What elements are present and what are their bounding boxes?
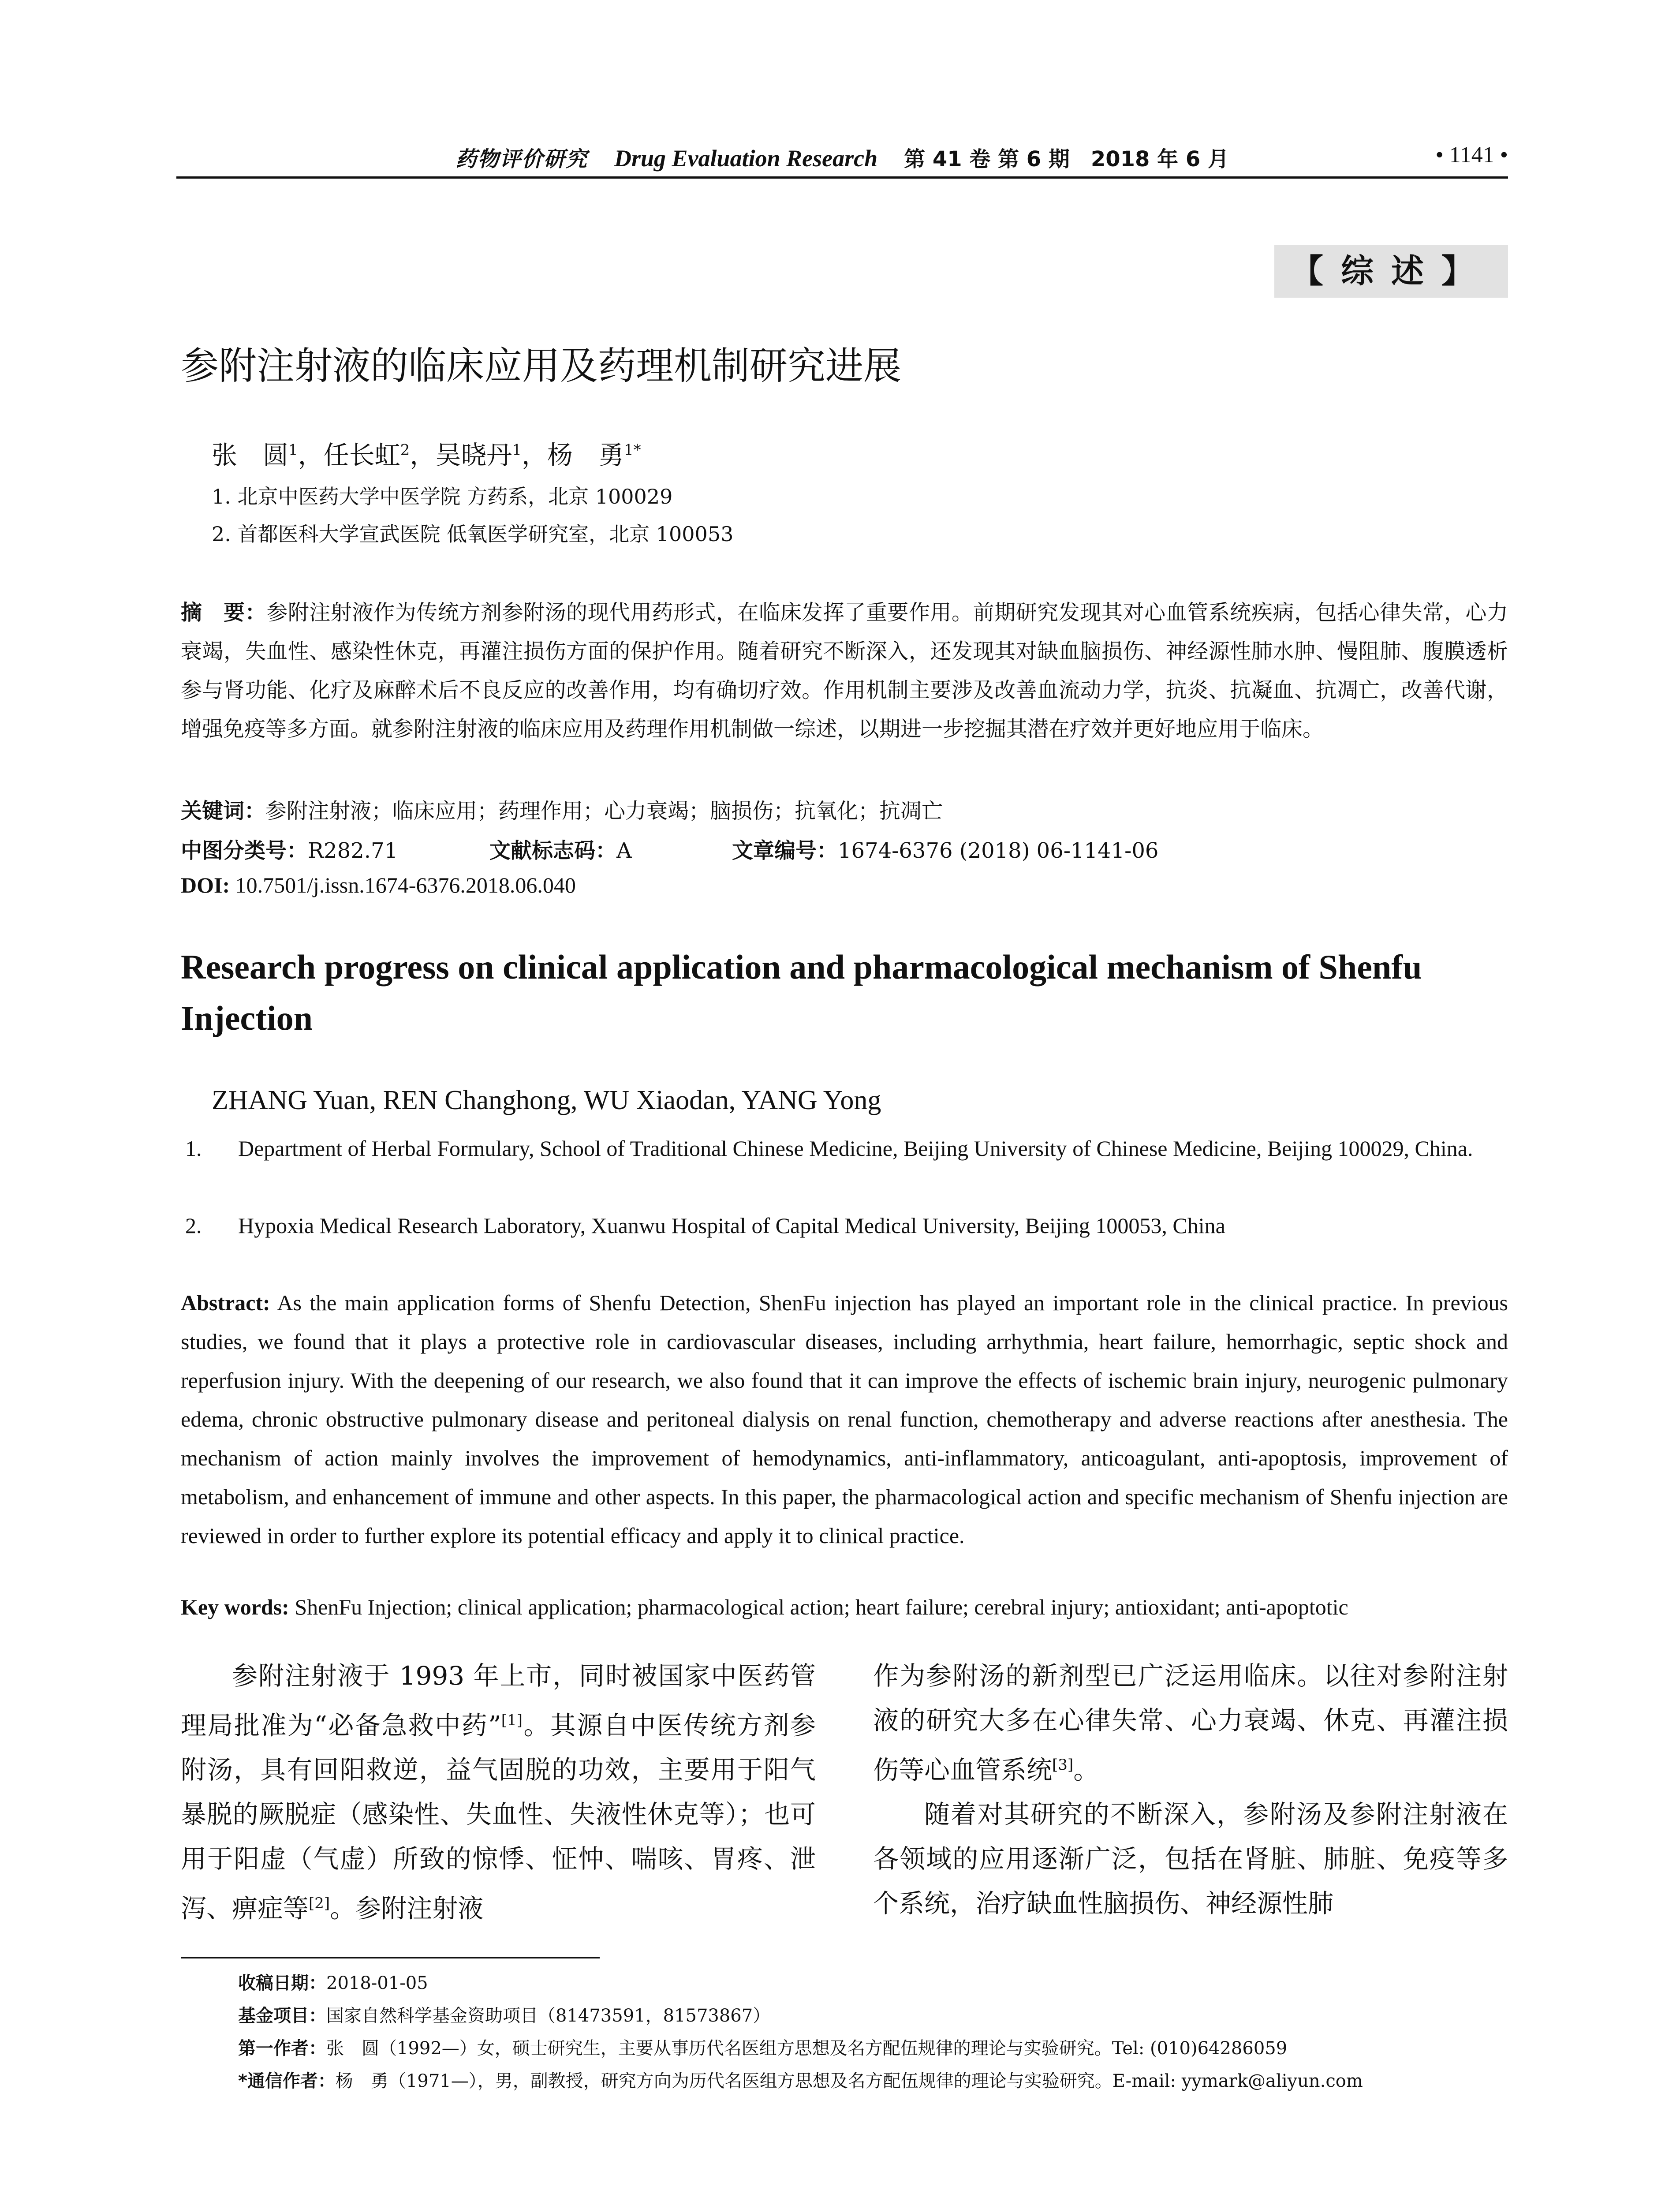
footnote-corresponding-author bbox=[238, 2065, 1363, 2097]
doi-value: 10.7501/j.issn.1674-6376.2018.06.040 bbox=[235, 873, 576, 897]
author-name: 张 圆 bbox=[212, 440, 289, 470]
keywords-en-label: Key words: bbox=[181, 1595, 289, 1619]
title-en: Research progress on clinical application and pharmacological mechanism of Shenfu Injection bbox=[181, 948, 1422, 1037]
running-header-center bbox=[176, 142, 1508, 172]
citation-ref[interactable]: [1] bbox=[501, 1712, 523, 1729]
keywords-cn bbox=[181, 794, 943, 824]
body-text: 。 bbox=[1073, 1755, 1099, 1785]
clc-value: R282.71 bbox=[308, 838, 398, 863]
affiliation-text: Hypoxia Medical Research Laboratory, Xuanwu Hospital of Capital Medical University, Beijing 100053, China bbox=[238, 1213, 1225, 1238]
document-code bbox=[489, 833, 632, 864]
clc-number bbox=[181, 833, 398, 864]
affiliation-text: Department of Herbal Formulary, School of Traditional Chinese Medicine, Beijing University of Chinese Medicine, Beijing 100029, China. bbox=[238, 1136, 1473, 1161]
author-affil-mark: 1* bbox=[624, 441, 641, 459]
running-header bbox=[176, 132, 1508, 174]
citation-ref[interactable]: [2] bbox=[309, 1895, 330, 1913]
keywords-en-text: ShenFu Injection; clinical application; pharmacological action; heart failure; cerebral injury; antioxidant; anti-apoptotic bbox=[295, 1595, 1348, 1619]
author-separator: ， bbox=[522, 440, 548, 470]
authors-en: ZHANG Yuan, REN Changhong, WU Xiaodan, YANG Yong bbox=[212, 1085, 881, 1115]
body-text: 。其源自中医传统方剂参附汤，具有回阳救逆，益气固脱的功效，主要用于阳气暴脱的厥脱症（感染性、失血性、失液性休克等）；也可用于阳虚（气虚）所致的惊悸、怔忡、喘咳、胃疼、泄泻、痹症等 bbox=[181, 1710, 816, 1924]
affiliation-number: 1. bbox=[185, 1136, 202, 1161]
author-name: 任长虹 bbox=[323, 440, 400, 470]
abstract-en-label: Abstract: bbox=[181, 1290, 270, 1315]
journal-logo: 药物评价研究 bbox=[455, 147, 588, 172]
header-rule bbox=[176, 176, 1508, 179]
footnote-label: *通信作者： bbox=[238, 2071, 336, 2091]
affiliation-number: 2. bbox=[185, 1213, 202, 1238]
keywords-cn-text: 参附注射液；临床应用；药理作用；心力衰竭；脑损伤；抗氧化；抗凋亡 bbox=[265, 799, 943, 823]
footnote-text: 国家自然科学基金资助项目（81473591，81573867） bbox=[326, 2006, 771, 2026]
section-tag: 【综述】 bbox=[1274, 245, 1508, 298]
author-name: 杨 勇 bbox=[547, 440, 624, 470]
footnote-received bbox=[238, 1967, 1363, 1999]
affiliation-cn: 1. 北京中医药大学中医学院 方药系，北京 100029 bbox=[212, 485, 673, 508]
footnote-text: 杨 勇（1971—），男，副教授，研究方向为历代名医组方思想及名方配伍规律的理论与实验研究。E-mail: yymark@aliyun.com bbox=[335, 2071, 1363, 2091]
citation-ref[interactable]: [3] bbox=[1052, 1756, 1074, 1774]
footnote-label: 收稿日期： bbox=[238, 1973, 326, 1993]
affiliation-en bbox=[185, 1129, 1508, 1168]
body-paragraph: 随着对其研究的不断深入，参附汤及参附注射液在各领域的应用逐渐广泛，包括在肾脏、肺脏、免疫等多个系统，治疗缺血性脑损伤、神经源性肺 bbox=[873, 1799, 1508, 1919]
footnote-label: 基金项目： bbox=[238, 2006, 326, 2026]
body-text: 作为参附汤的新剂型已广泛运用临床。以往对参附注射液的研究大多在心律失常、心力衰竭、休克、再灌注损伤等心血管系统 bbox=[873, 1661, 1508, 1785]
abstract-en bbox=[181, 1283, 1508, 1555]
body-text: 。参附注射液 bbox=[330, 1893, 484, 1924]
footnotes bbox=[238, 1967, 1363, 2097]
journal-name-en: Drug Evaluation Research bbox=[614, 145, 878, 172]
body-column-right bbox=[873, 1654, 1508, 1926]
body-column-left bbox=[181, 1654, 816, 1931]
doi bbox=[181, 872, 576, 898]
author-affil-mark: 2 bbox=[400, 441, 410, 459]
author-separator: ， bbox=[298, 440, 324, 470]
article-number bbox=[732, 833, 1158, 864]
document-code-label: 文献标志码： bbox=[489, 838, 617, 863]
body-paragraph bbox=[181, 1654, 816, 1931]
keywords-cn-label: 关键词： bbox=[181, 799, 266, 823]
clc-label: 中图分类号： bbox=[181, 838, 308, 863]
issue-info: 第 41 卷 第 6 期 2018 年 6 月 bbox=[904, 147, 1229, 172]
author-name: 吴晓丹 bbox=[435, 440, 512, 470]
title-cn: 参附注射液的临床应用及药理机制研究进展 bbox=[181, 344, 901, 388]
body-text: 参附注射液于 1993 年上市，同时被国家中医药管理局批准为“必备急救中药” bbox=[181, 1661, 816, 1741]
abstract-cn-text: 参附注射液作为传统方剂参附汤的现代用药形式，在临床发挥了重要作用。前期研究发现其对心血管系统疾病，包括心律失常，心力衰竭，失血性、感染性休克，再灌注损伤方面的保护作用。随着研究不断深入，还发现其对缺血脑损伤、神经源性肺水肿、慢阻肺、腹膜透析参与肾功能、化疗及麻醉术后不良反应的改善作用，均有确切疗效。作用机制主要涉及改善血流动力学，抗炎、抗凝血、抗凋亡，改善代谢，增强免疫等多方面。就参附注射液的临床应用及药理作用机制做一综述，以期进一步挖掘其潜在疗效并更好地应用于临床。 bbox=[181, 600, 1508, 741]
author-affil-mark: 1 bbox=[288, 441, 298, 459]
doi-label: DOI: bbox=[181, 873, 230, 897]
footnote-first-author bbox=[238, 2032, 1363, 2065]
author-separator: ， bbox=[410, 440, 436, 470]
affiliation-en bbox=[185, 1206, 1508, 1245]
abstract-cn-label: 摘 要： bbox=[181, 600, 267, 625]
keywords-en bbox=[181, 1594, 1348, 1620]
article-number-label: 文章编号： bbox=[732, 838, 838, 863]
footnote-text: 2018-01-05 bbox=[326, 1973, 428, 1993]
footnote-label: 第一作者： bbox=[238, 2038, 326, 2059]
footnote-text: 张 圆（1992—）女，硕士研究生，主要从事历代名医组方思想及名方配伍规律的理论与实验研究。Tel: (010)64286059 bbox=[326, 2038, 1288, 2059]
author-affil-mark: 1 bbox=[512, 441, 522, 459]
affiliation-cn: 2. 首都医科大学宣武医院 低氧医学研究室，北京 100053 bbox=[212, 522, 734, 546]
page-number: • 1141 • bbox=[1435, 142, 1508, 168]
footnote-fund bbox=[238, 1999, 1363, 2032]
authors-cn bbox=[212, 434, 641, 471]
abstract-cn bbox=[181, 593, 1508, 748]
footnote-rule bbox=[181, 1957, 600, 1958]
article-number-value: 1674-6376 (2018) 06-1141-06 bbox=[838, 838, 1159, 863]
document-code-value: A bbox=[616, 838, 632, 863]
body-paragraph bbox=[873, 1654, 1508, 1792]
abstract-en-text: As the main application forms of Shenfu Detection, ShenFu injection has played an important role in the clinical practice. In previous studies, we found that it plays a protective role in cardiovascular diseases, including arrhythmia, heart failure, hemorrhagic, septic shock and reperfusion injury. With the deepening of our research, we also found that it can improve the effects of ischemic brain injury, neurogenic pulmonary edema, chronic obstructive pulmonary disease and peritoneal dialysis on renal function, chemotherapy and adverse reactions after anesthesia. The mechanism of action mainly involves the improvement of hemodynamics, anti-inflammatory, anticoagulant, anti-apoptosis, improvement of metabolism, and enhancement of immune and other aspects. In this paper, the pharmacological action and specific mechanism of Shenfu injection are reviewed in order to further explore its potential efficacy and apply it to clinical practice. bbox=[181, 1290, 1508, 1548]
